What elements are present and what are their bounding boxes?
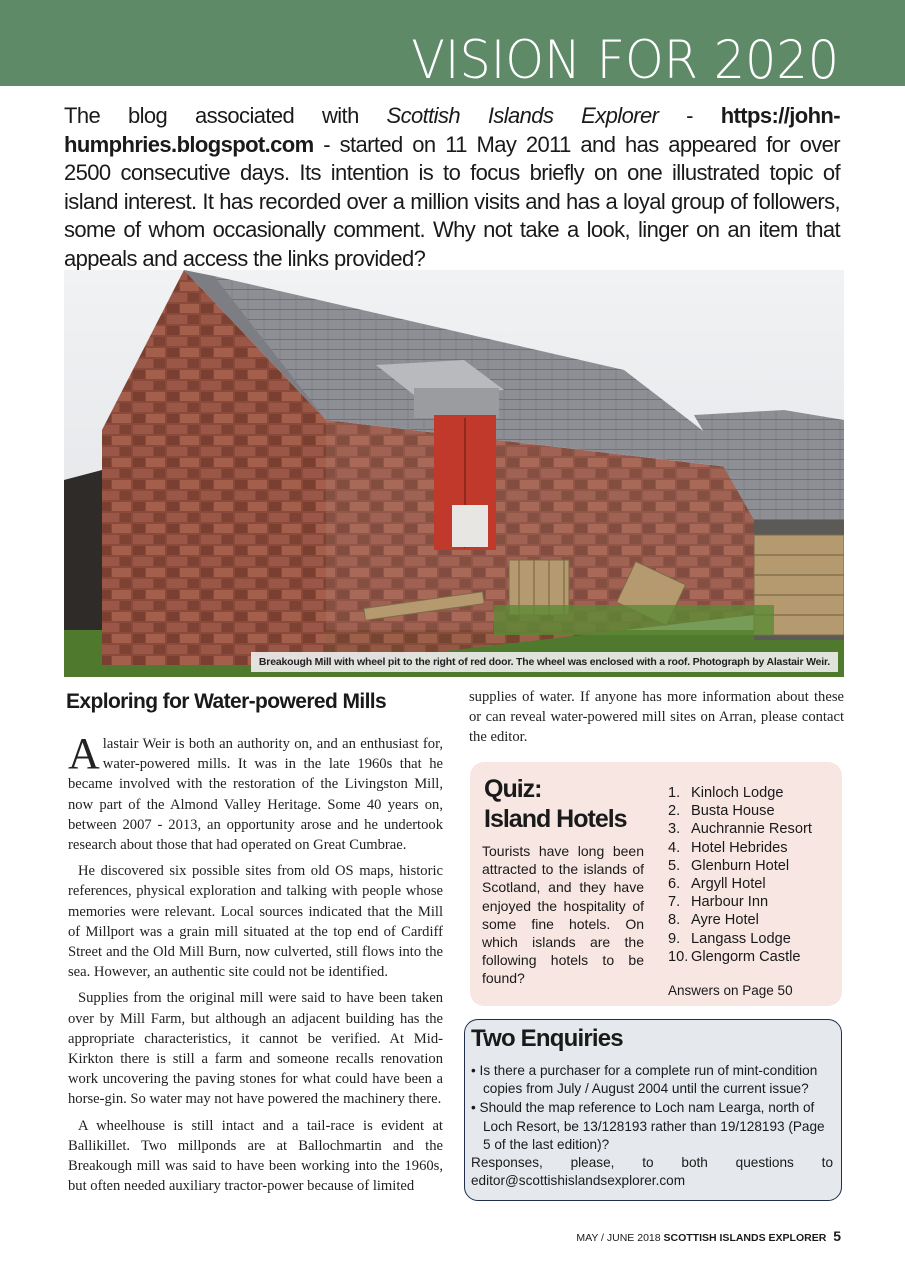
hotel-name: Argyll Hotel [691,876,766,893]
enquiries-list [471,1062,833,1155]
list-item [668,875,812,893]
paragraph-1-text: lastair Weir is both an authority on, and an enthusiast for, water-powered mills. It was in the late 1960s that he became involved with the restoration of the Livingston Mill, now part of the Almond Valley Heritage. Some 40 years on, between 2007 - 2013, an opportunity arose and he undertook research about those that had operated on Great Cumbrae. [68,736,443,854]
intro-magazine-name: Scottish Islands Explorer [386,103,659,128]
hotel-name: Glenburn Hotel [691,857,790,874]
enquiries-title: Two Enquiries [471,1025,623,1052]
item-number: 6. [668,876,681,893]
page-number: 5 [833,1228,841,1244]
list-item: • Is there a purchaser for a complete run of mint-condition copies from July / August 2004 until the current issue? [471,1063,818,1097]
mill-photograph [64,270,844,677]
list-item [668,893,812,911]
hotel-name: Harbour Inn [691,894,769,911]
quiz-title-line-1: Quiz: [484,775,542,803]
article-left-column [68,729,443,1202]
intro-text-end: - started on 11 May 2011 and has appeared for over 2500 consecutive days. Its intention is to focus briefly on one illustrated topic of island interest. It has recorded over a million visits and has a loyal group of followers, some of whom occasionally comment. Why not take a look, linger on an item that appeals and access the links provided? [64,131,840,271]
list-item [668,802,812,820]
quiz-title-line-2: Island Hotels [484,805,627,833]
hotel-name: Kinloch Lodge [691,785,784,801]
header-banner [0,0,905,91]
enquiry-text: Is there a purchaser for a complete run of mint-condition copies from July / August 2004 until the current issue? [479,1063,818,1097]
list-item: • Should the map reference to Loch nam Learga, north of Loch Resort, be 13/128193 rather than 19/128193 (Page 5 of the last edition)? [471,1100,825,1152]
drop-cap: A [68,729,100,778]
list-item [668,948,812,966]
list-item [668,839,812,857]
editor-email-link[interactable]: editor@scottishislandsexplorer.com [471,1173,686,1188]
list-item [668,857,812,875]
hotel-name: Ayre Hotel [691,912,759,929]
item-number: 7. [668,894,681,911]
page-footer [576,1228,841,1246]
item-number: 1. [668,785,681,801]
list-item [668,784,812,802]
hotel-name: Busta House [691,803,775,820]
item-number: 3. [668,821,681,838]
enquiry-text: Should the map reference to Loch nam Learga, north of Loch Resort, be 13/128193 rather than 19/128193 (Page 5 of the last edition)? [479,1100,825,1152]
hotel-name: Langass Lodge [691,930,791,947]
article-paragraph-1 [68,729,443,855]
page-title: VISION FOR 2020 [411,30,839,91]
magazine-name: SCOTTISH ISLANDS EXPLORER [663,1232,827,1244]
quiz-hotel-list [668,784,812,966]
article-paragraph-3: Supplies from the original mill were said to have been taken over by Mill Farm, but although an adjacent building has the appropriate characteristics, it cannot be verified. At Mid-Kirkton there is still a farm and someone recalls renovation work uncovering the paving stones for what could have been a horse-gin. So water may not have powered the machinery there. [68,990,443,1108]
hotel-name: Hotel Hebrides [691,839,788,856]
hotel-name: Auchrannie Resort [691,821,812,838]
enquiries-box [464,1019,842,1201]
hotel-name: Glengorm Castle [691,948,801,965]
quiz-box [470,762,842,1006]
issue-date: MAY / JUNE 2018 [576,1232,661,1244]
article-paragraph-4: A wheelhouse is still intact and a tail-race is evident at Ballikillet. Two millponds are at Ballochmartin and the Breakough mill was said to have been working into the 1960s, but often needed auxiliary tractor-power because of limited [68,1117,443,1195]
quiz-title [484,774,644,834]
item-number: 8. [668,912,681,929]
blog-url-link[interactable]: https://john-humphries.blogspot.com [64,103,840,157]
list-item [668,911,812,929]
photo-caption: Breakough Mill with wheel pit to the right of red door. The wheel was enclosed with a roof. Photograph by Alastair Weir. [251,652,838,672]
quiz-answers-note: Answers on Page 50 [668,983,793,998]
item-number: 5. [668,857,681,874]
mill-image [64,270,844,677]
responses-text: Responses, please, to both questions to [471,1155,833,1170]
intro-dash: - [658,103,721,128]
list-item [668,930,812,948]
article-continued: supplies of water. If anyone has more information about these or can reveal water-powered mill sites on Arran, please contact the editor. [469,689,844,746]
item-number: 9. [668,930,681,947]
article-paragraph-2: He discovered six possible sites from old OS maps, historic references, physical exploration and talking with people whose memories were relevant. Local sources indicated that the Mill of Millport was a grain mill situated at the top end of Cardiff Street and the Old Mill Burn, now culverted, still flows into the sea. However, an authentic site could not be identified. [68,863,443,981]
intro-paragraph [64,102,840,273]
list-item [668,820,812,838]
item-number: 10. [668,948,689,965]
item-number: 4. [668,839,681,856]
intro-text-start: The blog associated with [64,103,387,128]
quiz-description: Tourists have long been attracted to the islands of Scotland, and they have enjoyed the hospitality of some fine hotels. On which islands are the following hotels to be found? [482,843,644,987]
article-heading: Exploring for Water-powered Mills [66,690,387,713]
item-number: 2. [668,803,681,820]
